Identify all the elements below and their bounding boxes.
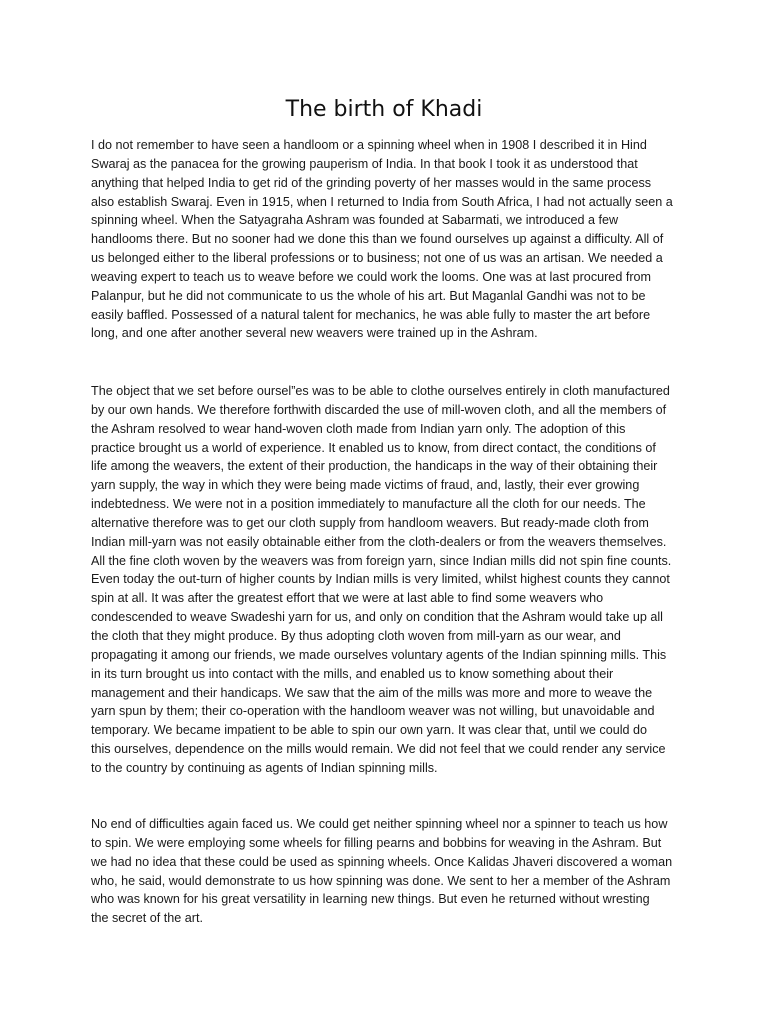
text-line: easily baffled. Possessed of a natural talent for mechanics, he was able fully to master the art before xyxy=(91,307,651,322)
text-line: this ourselves, dependence on the mills would remain. We did not feel that we could render any service xyxy=(91,742,666,757)
text-line: spin at all. It was after the greatest effort that we were at last able to find some weavers who xyxy=(91,591,604,606)
text-line: anything that helped India to get rid of the grinding poverty of her masses would in the same process xyxy=(91,175,652,190)
text-line: who, he said, would demonstrate to us how spinning was done. We sent to her a member of the Ashram xyxy=(91,873,671,888)
text-line: No end of difficulties again faced us. We could get neither spinning wheel nor a spinner to teach us how xyxy=(91,817,668,831)
text-line: practice brought us a world of experience. It enabled us to know, from direct contact, the conditions of xyxy=(91,440,656,455)
text-line: we had no idea that these could be used as spinning wheels. Once Kalidas Jhaveri discovered a woman xyxy=(91,854,673,869)
text-line: who was known for his great versatility in learning new things. But even he returned without wresting xyxy=(91,892,650,907)
text-line: long, and one after another several new weavers were trained up in the Ashram. xyxy=(91,326,538,341)
text-line: alternative therefore was to get our cloth supply from handloom weavers. But ready-made cloth from xyxy=(91,515,649,530)
text-line: handlooms there. But no sooner had we done this than we found ourselves up against a difficulty. All of xyxy=(91,232,664,247)
text-line: in its turn brought us into contact with the mills, and enabled us to know something about their xyxy=(91,666,614,681)
text-line: Palanpur, but he did not communicate to us the whole of his art. But Maganlal Gandhi was not to be xyxy=(91,288,646,303)
text-line: Even today the out-turn of higher counts by Indian mills is very limited, whilst highest counts they cannot xyxy=(91,572,670,587)
text-line: All the fine cloth woven by the weavers was from foreign yarn, since Indian mills did not spin fine counts. xyxy=(91,553,672,568)
text-line: indebtedness. We were not in a position immediately to manufacture all the cloth for our needs. The xyxy=(91,497,646,512)
text-line: the cloth that they might produce. By thus adopting cloth woven from mill-yarn as our wear, and xyxy=(91,628,621,643)
text-line: yarn supply, the way in which they were being made victims of fraud, and, lastly, their ever growing xyxy=(91,478,640,493)
text-line: Swaraj as the panacea for the growing pauperism of India. In that book I took it as understood that xyxy=(91,156,638,171)
text-line: by our own hands. We therefore forthwith discarded the use of mill-woven cloth, and all the members of xyxy=(91,402,667,417)
text-line: weaving expert to teach us to weave before we could work the looms. One was at last procured from xyxy=(91,269,652,284)
text-line: to the country by continuing as agents of Indian spinning mills. xyxy=(91,760,438,775)
text-line: The object that we set before oursel”es was to be able to clothe ourselves entirely in cloth manufactured xyxy=(91,384,670,398)
paragraph-2 xyxy=(91,382,681,778)
text-line: condescended to weave Swadeshi yarn for us, and only on condition that the Ashram would take up all xyxy=(91,610,663,625)
text-line: also establish Swaraj. Even in 1915, when I returned to India from South Africa, I had not actually seen a xyxy=(91,194,673,209)
paragraph-1 xyxy=(91,136,681,343)
text-line: I do not remember to have seen a handloom or a spinning wheel when in 1908 I described it in Hind xyxy=(91,138,647,152)
text-line: life among the weavers, the extent of their production, the handicaps in the way of their obtaining their xyxy=(91,459,658,474)
text-line: the secret of the art. xyxy=(91,911,204,926)
text-line: the Ashram resolved to wear hand-woven cloth made from Indian yarn only. The adoption of this xyxy=(91,421,626,436)
text-line: to spin. We were employing some wheels for filling pearns and bobbins for weaving in the Ashram. But xyxy=(91,835,662,850)
text-line: propagating it among our friends, we made ourselves voluntary agents of the Indian spinning mills. This xyxy=(91,647,667,662)
text-line: us belonged either to the liberal professions or to business; not one of us was an artisan. We needed a xyxy=(91,251,663,266)
document-title: The birth of Khadi xyxy=(285,97,483,122)
paragraph-3 xyxy=(91,815,681,928)
text-line: Indian mill-yarn was not easily obtainable either from the cloth-dealers or from the weavers themselves. xyxy=(91,534,667,549)
text-line: temporary. We became impatient to be able to spin our own yarn. It was clear that, until we could do xyxy=(91,723,648,738)
text-line: yarn spun by them; their co-operation with the handloom weaver was not willing, but unavoidable and xyxy=(91,704,655,719)
text-line: management and their handicaps. We saw that the aim of the mills was more and more to weave the xyxy=(91,685,653,700)
text-line: spinning wheel. When the Satyagraha Ashram was founded at Sabarmati, we introduced a few xyxy=(91,213,619,228)
